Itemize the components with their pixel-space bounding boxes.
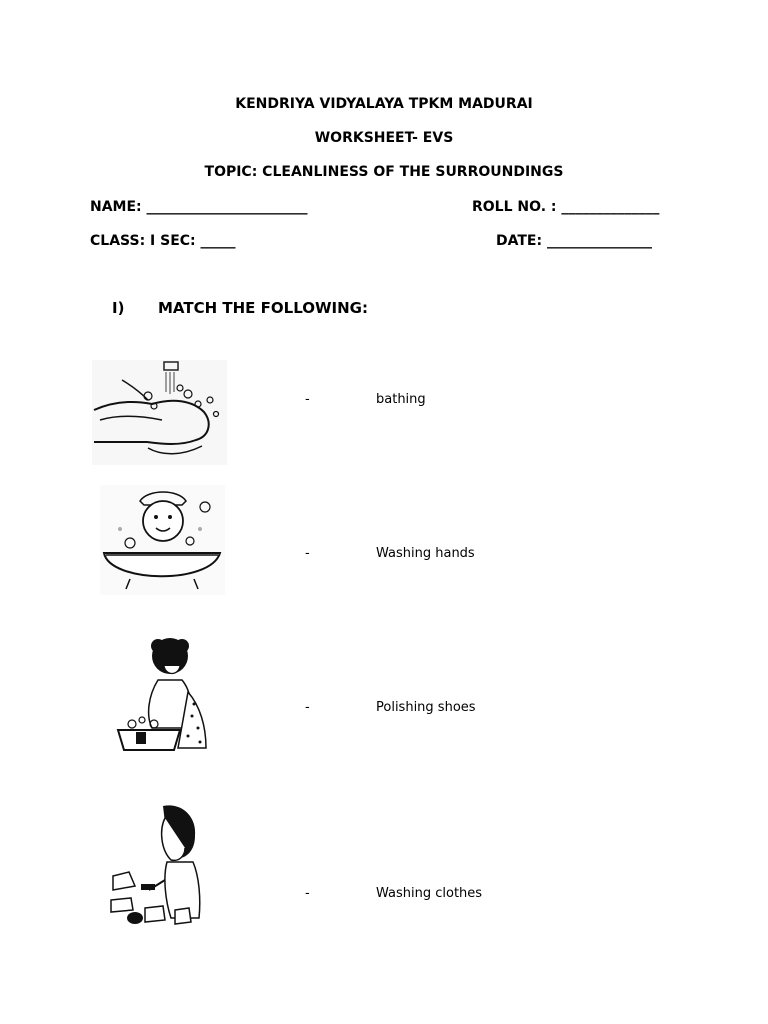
match-dash: - — [305, 700, 310, 715]
question-title: MATCH THE FOLLOWING: — [158, 299, 368, 317]
match-dash: - — [305, 886, 310, 901]
match-option-washing-clothes: Washing clothes — [376, 886, 483, 901]
class-section-field[interactable]: CLASS: I SEC: _____ — [90, 233, 236, 249]
date-field[interactable]: DATE: _______________ — [496, 233, 652, 249]
name-field[interactable]: NAME: _______________________ — [90, 199, 308, 215]
roll-field[interactable]: ROLL NO. : ______________ — [472, 199, 660, 215]
worksheet-title: WORKSHEET- EVS — [314, 130, 454, 146]
topic-title: TOPIC: CLEANLINESS OF THE SURROUNDINGS — [204, 164, 564, 180]
match-option-washing-hands: Washing hands — [376, 546, 475, 561]
washing-hands-picture — [92, 360, 227, 465]
polishing-shoes-picture — [105, 800, 205, 930]
bathing-picture — [100, 485, 225, 595]
school-name: KENDRIYA VIDYALAYA TPKM MADURAI — [235, 96, 533, 112]
question-number: I) — [112, 299, 125, 317]
match-dash: - — [305, 546, 310, 561]
match-option-polishing-shoes: Polishing shoes — [376, 700, 476, 715]
match-dash: - — [305, 392, 310, 407]
washing-clothes-picture — [108, 636, 213, 754]
match-option-bathing: bathing — [376, 392, 426, 407]
